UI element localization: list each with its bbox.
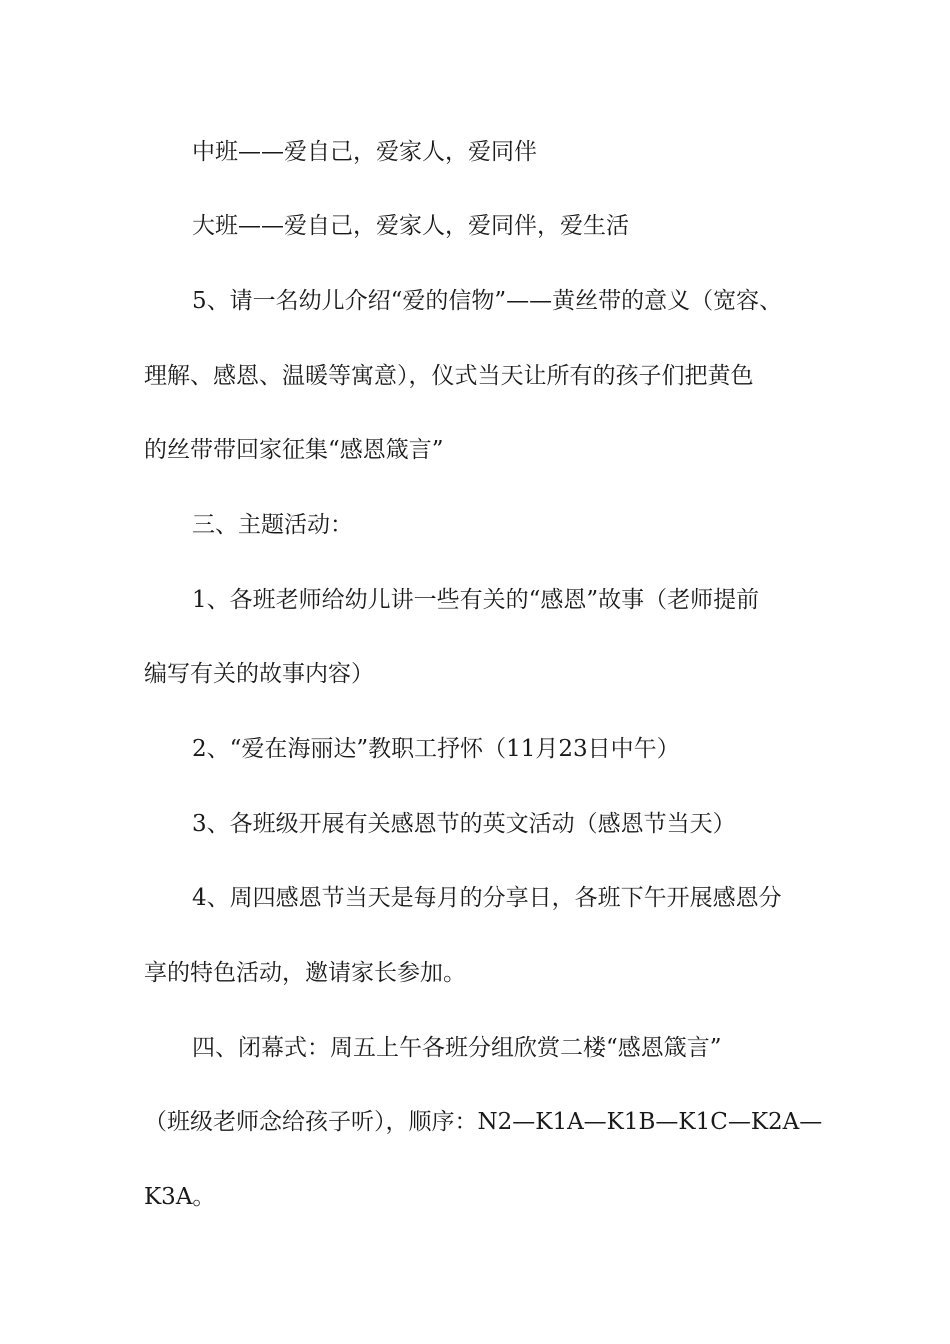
text-line-11: 4、周四感恩节当天是每月的分享日，各班下午开展感恩分 [192, 885, 782, 911]
text-line-3: 5、请一名幼儿介绍“爱的信物”——黄丝带的意义（宽容、 [192, 288, 783, 314]
text-line-8: 编写有关的故事内容） [144, 661, 374, 687]
text-line-4: 理解、感恩、温暖等寓意），仪式当天让所有的孩子们把黄色 [144, 363, 754, 389]
text-line-9: 2、“爱在海丽达”教职工抒怀（11月23日中午） [192, 736, 680, 762]
text-line-2: 大班——爱自己，爱家人，爱同伴，爱生活 [192, 213, 629, 239]
text-line-12: 享的特色活动，邀请家长参加。 [144, 960, 466, 986]
section-heading-3: 三、主题活动： [192, 512, 353, 538]
text-line-1: 中班——爱自己，爱家人，爱同伴 [192, 139, 537, 165]
text-line-5: 的丝带带回家征集“感恩箴言” [144, 437, 444, 463]
text-line-10: 3、各班级开展有关感恩节的英文活动（感恩节当天） [192, 811, 736, 837]
text-line-15: K3A。 [144, 1184, 216, 1210]
text-line-7: 1、各班老师给幼儿讲一些有关的“感恩”故事（老师提前 [192, 587, 760, 613]
text-line-14: （班级老师念给孩子听），顺序：N2—K1A—K1B—K1C—K2A— [144, 1109, 823, 1135]
section-heading-4: 四、闭幕式：周五上午各班分组欣赏二楼“感恩箴言” [192, 1035, 722, 1061]
